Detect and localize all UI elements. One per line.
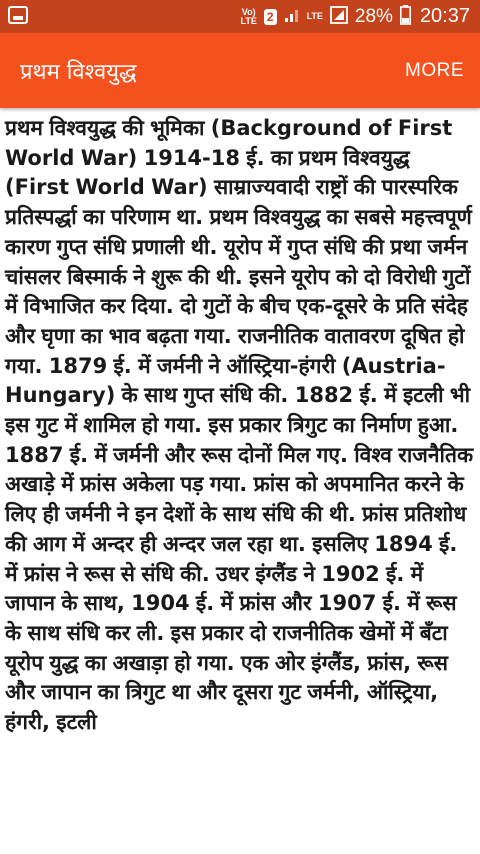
sim-badge: 2 xyxy=(264,9,277,25)
more-button[interactable]: MORE xyxy=(405,59,464,81)
picture-icon xyxy=(8,6,28,28)
status-left xyxy=(8,6,28,28)
status-right xyxy=(241,5,470,29)
clock: 20:37 xyxy=(419,5,470,27)
lte-indicator: LTE xyxy=(306,11,323,21)
battery-icon xyxy=(400,5,411,29)
signal-icon xyxy=(330,6,348,28)
app-bar xyxy=(0,33,480,108)
signal-icon xyxy=(284,7,300,27)
battery-percent: 28% xyxy=(354,5,393,27)
volte-indicator: Vo) LTE xyxy=(240,6,257,26)
article-body: प्रथम विश्वयुद्ध की भूमिका (Background of First World War) 1914-18 ई. का प्रथम विश्वयुद्ध (First World War) साम्राज्यवादी राष्ट्रों की पारस्परिक प्रतिस्पर्द्धा का परिणाम था. प्रथम विश्वयुद्ध का सबसे महत्त्वपूर्ण कारण गुप्त संधि प्रणाली थी. यूरोप में गुप्त संधि की प्रथा जर्मन चांसलर बिस्मार्क ने शुरू की थी. इसने यूरोप को दो विरोधी गुटों में विभाजित कर दिया. दो गुटों के बीच एक-दूसरे के प्रति संदेह और घृणा का भाव बढ़ता गया. राजनीतिक वातावरण दूषित हो गया. 1879 ई. में जर्मनी ने ऑस्ट्रिया-हंगरी (Austria-Hungary) के साथ गुप्त संधि की. 1882 ई. में इटली भी इस गुट में शामिल हो गया. इस प्रकार त्रिगुट का निर्माण हुआ. 1887 ई. में जर्मनी और रूस दोनों मिल गए. विश्व राजनैतिक अखाड़े में फ्रांस अकेला पड़ गया. फ्रांस को अपमानित करने के लिए ही जर्मनी ने इन देशों के साथ संधि की थी. फ्रांस प्रतिशोध की आग में अन्दर ही अन्दर जल रहा था. इसलिए 1894 ई. में फ्रांस ने रूस से संधि की. उधर इंग्लैंड ने 1902 ई. में जापान के साथ, 1904 ई. में फ्रांस और 1907 ई. में रूस के साथ संधि कर ली. इस प्रकार दो राजनीतिक खेमों में बँटा यूरोप युद्ध का अखाड़ा हो गया. एक ओर इंग्लैंड, फ्रांस, रूस और जापान का त्रिगुट था और दूसरा गुट जर्मनी, ऑस्ट्रिया, हंगरी, इटली xyxy=(5,116,474,735)
article-scroll-area[interactable] xyxy=(0,108,480,854)
status-bar xyxy=(0,0,480,33)
page-title: प्रथम विश्वयुद्ध xyxy=(20,59,137,85)
